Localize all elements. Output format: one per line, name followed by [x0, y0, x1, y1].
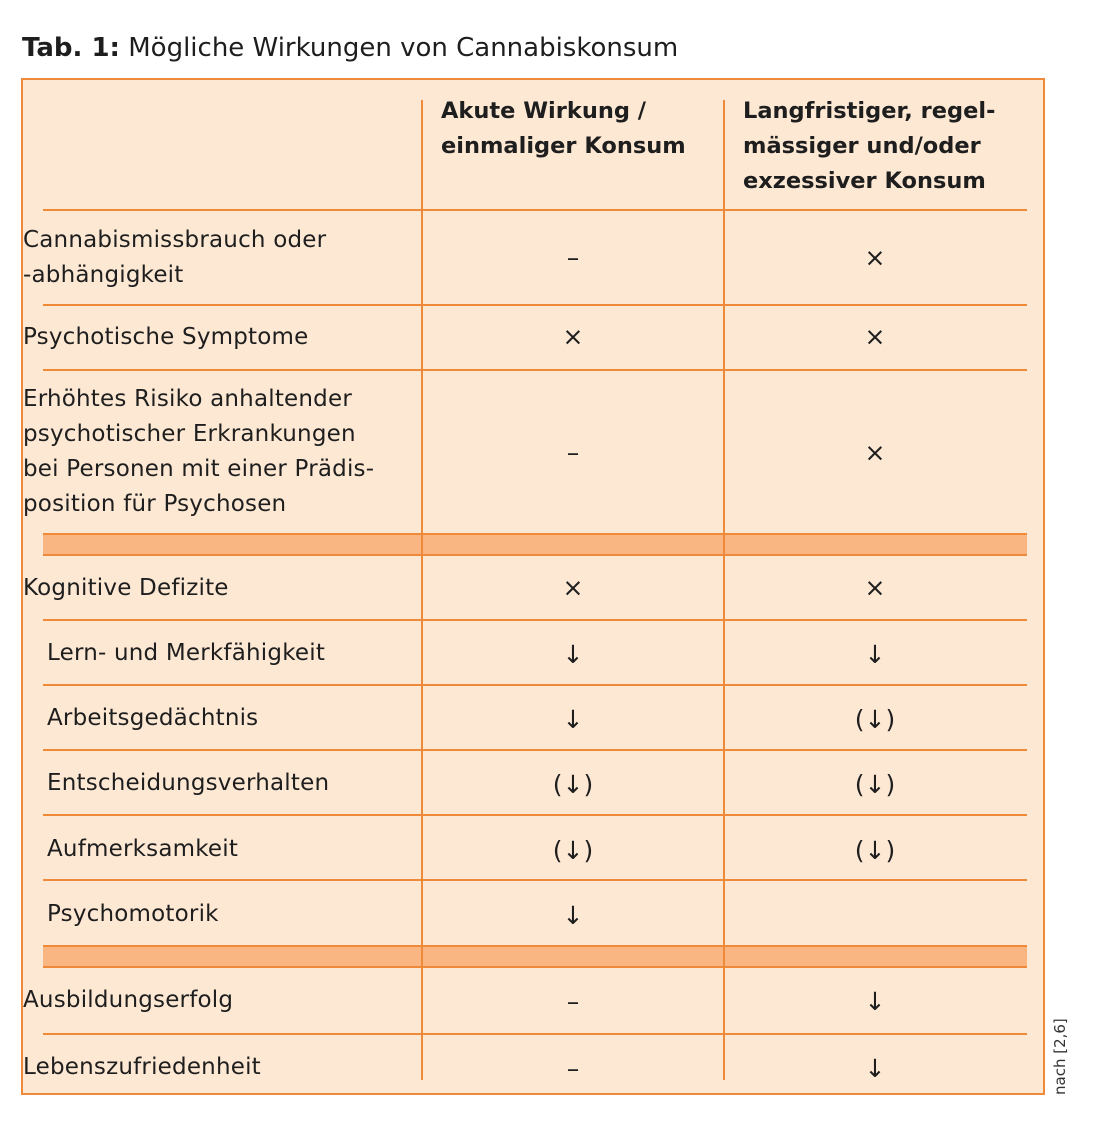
section-divider: [43, 533, 1027, 556]
table-caption: [22, 30, 678, 66]
cell-longterm: (↓): [854, 705, 896, 734]
cell-acute: ↓: [562, 705, 584, 734]
cell-longterm: ×: [864, 573, 886, 602]
column-header-longterm: Langfristiger, regel- mässiger und/oder exzessiver Konsum: [743, 98, 996, 194]
row-label: Erhöhtes Risiko anhaltender psychotischer Erkrankungen bei Personen mit einer Prädis- position für Psychosen: [23, 386, 375, 517]
caption-title: Mögliche Wirkungen von Cannabiskonsum: [128, 33, 679, 63]
cell-longterm: ↓: [864, 1054, 886, 1083]
cell-longterm: ↓: [864, 640, 886, 669]
row-label: Psychomotorik: [47, 901, 219, 927]
column-header-acute: Akute Wirkung / einmaliger Konsum: [441, 98, 686, 159]
section-divider: [43, 945, 1027, 968]
row-label: Ausbildungserfolg: [23, 987, 234, 1013]
cell-acute: (↓): [552, 770, 594, 799]
cell-acute: ×: [562, 573, 584, 602]
cell-longterm: (↓): [854, 836, 896, 865]
row-label: Aufmerksamkeit: [47, 836, 239, 862]
caption-prefix: Tab. 1:: [22, 33, 120, 63]
cell-longterm: ×: [864, 438, 886, 467]
cell-acute: –: [566, 1054, 580, 1083]
cell-longterm: (↓): [854, 770, 896, 799]
row-label: Cannabismissbrauch oder -abhängigkeit: [23, 227, 327, 288]
row-label: Lern- und Merkfähigkeit: [47, 640, 326, 666]
cell-acute: –: [566, 243, 580, 272]
cell-acute: (↓): [552, 836, 594, 865]
row-label: Kognitive Defizite: [23, 575, 229, 601]
cell-acute: ↓: [562, 901, 584, 930]
cell-acute: –: [566, 438, 580, 467]
row-label: Lebenszufriedenheit: [23, 1054, 261, 1080]
row-label: Psychotische Symptome: [23, 324, 309, 350]
cell-acute: ×: [562, 322, 584, 351]
row-label: Entscheidungsverhalten: [47, 770, 330, 796]
cell-acute: –: [566, 987, 580, 1016]
cell-longterm: ↓: [864, 987, 886, 1016]
effects-table: [21, 78, 1045, 1095]
column-divider: [723, 100, 725, 1080]
cell-longterm: ×: [864, 243, 886, 272]
cell-acute: ↓: [562, 640, 584, 669]
row-label: Arbeitsgedächtnis: [47, 705, 259, 731]
column-divider: [421, 100, 423, 1080]
source-note: nach [2,6]: [1051, 1018, 1069, 1095]
cell-longterm: ×: [864, 322, 886, 351]
